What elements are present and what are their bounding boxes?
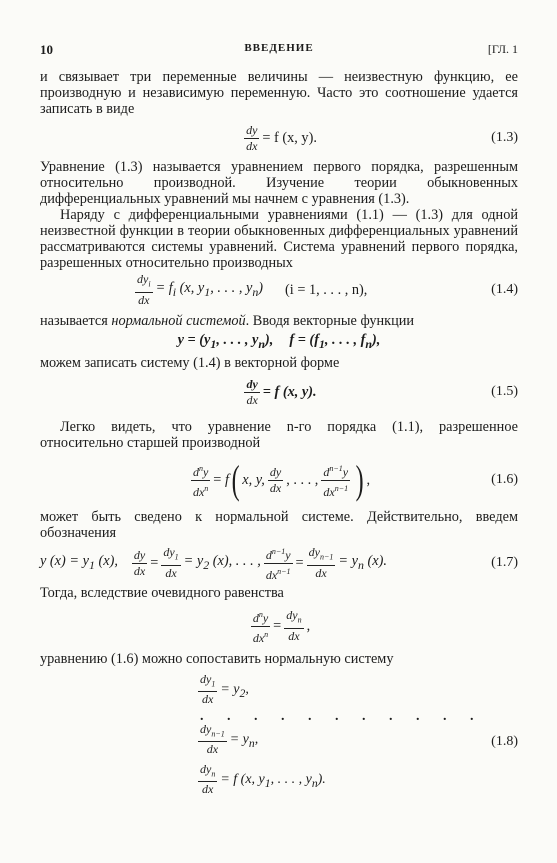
equation-number: (1.6) <box>491 472 518 487</box>
equation-number: (1.7) <box>491 555 518 570</box>
term-normal-system: нормальной системой <box>111 313 246 329</box>
equation-rhs: = $f_i$ (x, $y_1$, . . . , $y_n$) <box>155 280 264 299</box>
paragraph-6: Легко видеть, что уравнение n-го порядка (1.1), разрешенное относительно старшей производной <box>40 419 518 451</box>
fraction: $\frac{dy_1}{dx}$ <box>163 545 179 580</box>
text: , . . . , <box>286 471 319 488</box>
equation-number: (1.8) <box>491 734 518 750</box>
fraction: $\frac{dy_{n-1}}{dx}$ <box>200 722 225 757</box>
text: = $y_2$, <box>220 681 249 700</box>
equation-1-8-system <box>40 667 518 797</box>
text: = $y_n$ (x). <box>338 553 387 572</box>
book-page <box>40 30 518 797</box>
paragraph-9: уравнению (1.6) можно сопоставить нормальную систему <box>40 651 394 667</box>
equation-1-4 <box>40 271 518 309</box>
equation-number: (1.5) <box>491 384 518 399</box>
equation-1-3 <box>40 117 518 159</box>
equation-rhs: = f (x, y). <box>262 383 317 400</box>
fraction: $\frac{dy}{dx}$ <box>133 547 146 578</box>
text: = $y_2$ (x), . . . , <box>183 553 261 572</box>
vector-definitions <box>40 329 518 355</box>
page-number: 10 <box>40 42 53 57</box>
running-header <box>40 30 518 57</box>
equation-condition: (i = 1, . . . , n), <box>285 281 368 298</box>
equation-number: (1.3) <box>491 130 518 145</box>
text: . Вводя векторные функции <box>245 313 415 329</box>
paragraph-3: Наряду с дифференциальными уравнениями (1.1) — (1.3) для одной неизвестной функции в теории обыкновенных дифференциальных уравнений рассматриваются системы уравнений. Система уравнений первого порядка, разрешенных относительно производных <box>40 207 518 271</box>
text: называется <box>40 313 112 329</box>
fraction: $\frac{dy_n}{dx}$ <box>200 762 216 797</box>
paragraph-1: и связывает три переменные величины — неизвестную функцию, ее производную и независимую переменную. Часто это соотношение удается записать в виде <box>40 69 518 117</box>
equation-lhs: y $(x) = y_1$ (x), <box>40 553 118 572</box>
fraction: $\frac{dy_n}{dx}$ <box>286 608 302 643</box>
equation-1-7 <box>40 541 518 585</box>
fraction-dy-dx: $\frac{dy}{dx}$ <box>246 376 258 407</box>
text: , <box>366 471 371 488</box>
equation-1-6 <box>40 451 518 509</box>
equation-rhs: = f (x, y). <box>262 129 317 146</box>
paragraph-4 <box>40 313 518 329</box>
paragraph-7: может быть сведено к нормальной системе. Действительно, введем обозначения <box>40 509 518 541</box>
text: = <box>150 554 159 571</box>
text: , <box>306 617 311 634</box>
fraction: $\frac{d^{n-1}y}{dx^{n-1}}$ <box>265 546 291 582</box>
equation-1-5 <box>40 371 518 413</box>
system-line-1 <box>195 673 249 706</box>
text: = f <box>213 471 229 488</box>
text: = $y_n$, <box>229 731 259 750</box>
paren-left: ( <box>231 457 240 502</box>
identity-equation <box>40 601 518 651</box>
text: x, y, <box>242 471 265 488</box>
fraction: $\frac{dy}{dx}$ <box>269 464 282 495</box>
system-line-2 <box>195 723 258 756</box>
paragraph-5: можем записать систему (1.4) в векторной форме <box>40 355 340 371</box>
vector-y: $y = (y_1$, . . . , $y_n$), <box>177 332 274 351</box>
paragraph-8: Тогда, вследствие очевидного равенства <box>40 585 284 601</box>
fraction: $\frac{d^{n-1}y}{dx^{n-1}}$ <box>323 463 349 499</box>
system-line-3 <box>195 763 326 796</box>
text: = <box>273 617 282 634</box>
fraction: $\frac{dy_{n-1}}{dx}$ <box>308 545 334 580</box>
running-title: ВВЕДЕНИЕ <box>244 42 314 54</box>
text: = f (x, $y_1$, . . . , $y_n$). <box>220 771 326 790</box>
fraction-dy-dx: $\frac{dy}{dx}$ <box>246 122 258 153</box>
fraction-dyi-dx: $\frac{dy_i}{dx}$ <box>137 272 151 307</box>
text: = <box>295 554 304 571</box>
system-ellipsis: . . . . . . . . . . . <box>200 709 484 724</box>
chapter-label: [ГЛ. 1 <box>487 42 518 56</box>
paren-right: ) <box>355 457 364 502</box>
vector-f: $f = (f_1$, . . . , $f_n$), <box>289 332 381 351</box>
fraction: $\frac{dy_1}{dx}$ <box>200 672 216 707</box>
fraction: $\frac{d^ny}{dx^n}$ <box>192 463 209 499</box>
fraction: $\frac{d^ny}{dx^n}$ <box>252 609 269 645</box>
equation-number: (1.4) <box>491 282 518 297</box>
paragraph-2: Уравнение (1.3) называется уравнением первого порядка, разрешенным относительно производной. Изучение теории обыкновенных дифференциальных уравнений мы начнем с уравнения (1.3). <box>40 159 518 207</box>
